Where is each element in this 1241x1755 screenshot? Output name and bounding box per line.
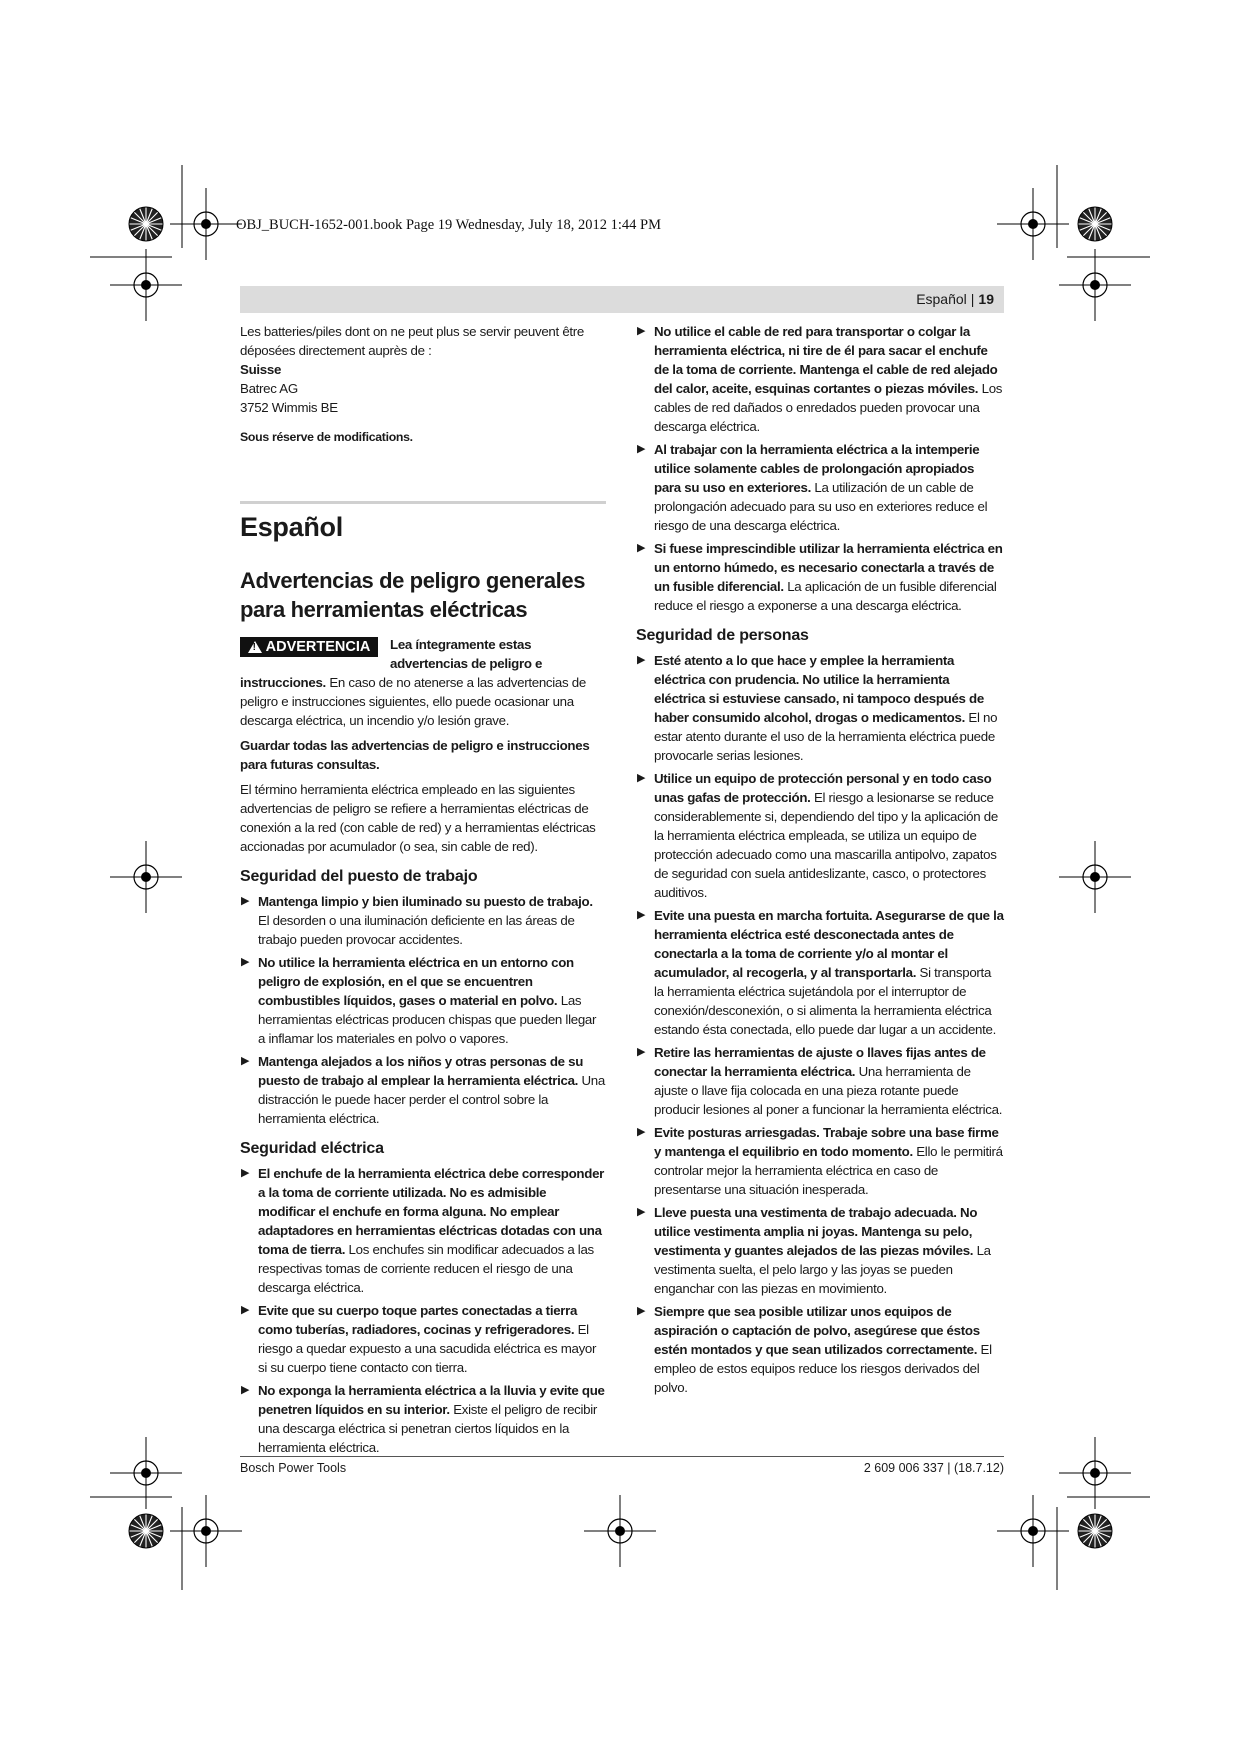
bullet-arrow-icon: ▶ [637,1046,646,1058]
header-separator: | [970,291,975,307]
list-item [636,1043,1004,1119]
list-item [240,1301,606,1377]
item-text: El riesgo a lesionarse se reduce considerablemente si, dependiendo del tipo y la aplicación de la herramienta eléctrica empleada, se utiliza un equipo de protección adecuado como una mascarilla antipolvo, zapatos de seguridad con suela antideslizante, casco, o protectores auditivos. [654,790,998,900]
item-bold: Utilice un equipo de protección personal y en todo caso unas gafas de protección. [654,771,992,805]
footer-rule [240,1456,1004,1457]
item-bold: Mantenga limpio y bien iluminado su puesto de trabajo. [258,894,593,909]
item-bold: Evite que su cuerpo toque partes conectadas a tierra como tuberías, radiadores, cocinas y refrigeradores. [258,1303,578,1337]
footer-brand: Bosch Power Tools [240,1461,347,1475]
section-work-safety-title: Seguridad del puesto de trabajo [240,868,478,885]
item-bold: Retire las herramientas de ajuste o llaves fijas antes de conectar la herramienta eléctrica. [654,1045,986,1079]
warning-paragraph [240,635,606,730]
recycling-company: Batrec AG [240,381,298,396]
warning-triangle-icon: ! [248,641,262,653]
bullet-arrow-icon: ▶ [637,654,646,666]
bullet-arrow-icon: ▶ [637,542,646,554]
bullet-arrow-icon: ▶ [241,1384,250,1396]
item-bold: No exponga la herramienta eléctrica a la lluvia y evite que penetren líquidos en su interior. [258,1383,605,1417]
item-text: Los cables de red dañados o enredados pueden provocar una descarga eléctrica. [654,381,1003,434]
bullet-arrow-icon: ▶ [241,1304,250,1316]
item-bold: Mantenga alejados a los niños y otras personas de su puesto de trabajo al emplear la herramienta eléctrica. [258,1054,584,1088]
item-bold: El enchufe de la herramienta eléctrica debe corresponder a la toma de corriente utilizada. No es admisible modificar el enchufe en forma alguna. No emplear adaptadores en herramientas eléctricas dotadas con una toma de tierra. [258,1166,605,1257]
item-text: Una distracción le puede hacer perder el control sobre la herramienta eléctrica. [258,1073,605,1126]
list-item [240,892,606,949]
list-item [636,906,1004,1039]
list-item [636,322,1004,436]
item-text: Las herramientas eléctricas producen chispas que pueden llegar a inflamar los materiales en polvo o vapores. [258,993,597,1046]
item-text: Si transporta la herramienta eléctrica sujetándola por el interruptor de conexión/desconexión, o si alimenta la herramienta eléctrica estando ésta conectada, ello puede dar lugar a un accidente. [654,965,997,1037]
header-section: Español [916,291,967,307]
list-item [240,1164,606,1297]
footer-doc-number: 2 609 006 337 | (18.7.12) [863,1461,1004,1475]
bullet-arrow-icon: ▶ [637,909,646,921]
reserve-note: Sous réserve de modifications. [240,430,413,444]
item-text: La utilización de un cable de prolongación adecuado para su uso en exteriores reduce el riesgo de una descarga eléctrica. [654,480,988,533]
main-title [240,566,606,624]
bullet-arrow-icon: ▶ [637,1206,646,1218]
main-title-line-1: Advertencias de peligro generales [240,568,586,593]
bullet-arrow-icon: ▶ [637,1305,646,1317]
item-bold: Al trabajar con la herramienta eléctrica a la intemperie utilice solamente cables de prolongación apropiados para su uso en exteriores. [654,442,980,495]
item-bold: Esté atento a lo que hace y emplee la herramienta eléctrica con prudencia. No utilice la herramienta eléctrica si estuviese cansado, ni tampoco después de haber consumido alcohol, drogas o medicamentos. [654,653,984,725]
bullet-arrow-icon: ▶ [241,1167,250,1179]
item-text: La vestimenta suelta, el pelo largo y las joyas se pueden enganchar con las piezas en movimiento. [654,1243,991,1296]
language-title: Español [240,512,343,542]
item-text: Existe el peligro de recibir una descarga eléctrica si penetran ciertos líquidos en la herramienta eléctrica. [258,1402,598,1455]
item-bold: Lleve puesta una vestimenta de trabajo adecuada. No utilice vestimenta amplia ni joyas. Mantenga su pelo, vestimenta y guantes alejados de las piezas móviles. [654,1205,978,1258]
bullet-arrow-icon: ▶ [241,1055,250,1067]
list-item [636,539,1004,615]
left-column [240,322,606,1461]
list-item [636,769,1004,902]
page-header-text [916,291,994,307]
item-bold: Evite posturas arriesgadas. Trabaje sobre una base firme y mantenga el equilibrio en todo momento. [654,1125,999,1159]
warning-bold-text: Lea íntegramente estas advertencias de peligro e instrucciones. [240,637,543,690]
item-text: Los enchufes sin modificar adecuados a las respectivas tomas de corriente reducen el riesgo de una descarga eléctrica. [258,1242,594,1295]
bullet-arrow-icon: ▶ [241,956,250,968]
list-item [636,1203,1004,1298]
item-text: El desorden o una iluminación deficiente en las áreas de trabajo pueden provocar accidentes. [258,913,575,947]
section-personal-safety-title: Seguridad de personas [636,627,809,644]
recycling-intro: Les batteries/piles dont on ne peut plus se servir peuvent être déposées directement auprès de : [240,324,585,358]
section-divider [240,501,606,504]
warning-text: En caso de no atenerse a las advertencias de peligro e instrucciones siguientes, ello puede ocasionar una descarga eléctrica, un incendio y/o lesión grave. [240,675,586,728]
list-item [636,1123,1004,1199]
keep-instructions: Guardar todas las advertencias de peligro e instrucciones para futuras consultas. [240,738,590,772]
list-item [240,1052,606,1128]
term-definition: El término herramienta eléctrica empleado en las siguientes advertencias de peligro se refiere a herramientas eléctricas de conexión a la red (con cable de red) y a herramientas eléctricas accionadas por acumulador (o sea, sin cable de red). [240,782,596,854]
list-item [636,1302,1004,1397]
item-text: La aplicación de un fusible diferencial reduce el riesgo a exponerse a una descarga eléctrica. [654,579,997,613]
book-file-line: OBJ_BUCH-1652-001.book Page 19 Wednesday, July 18, 2012 1:44 PM [236,217,661,233]
item-text: Una herramienta de ajuste o llave fija colocada en una pieza rotante puede producir lesiones al poner a funcionar la herramienta eléctrica. [654,1064,1003,1117]
warning-badge-label: ADVERTENCIA [265,639,371,655]
main-title-line-2: para herramientas eléctricas [240,597,528,622]
recycling-address: 3752 Wimmis BE [240,400,338,415]
item-text: Ello le permitirá controlar mejor la herramienta eléctrica en caso de presentarse una situación inesperada. [654,1144,1003,1197]
item-bold: No utilice la herramienta eléctrica en un entorno con peligro de explosión, en el que se encuentren combustibles líquidos, gases o material en polvo. [258,955,574,1008]
page-header-bar [240,286,1004,313]
item-text: El empleo de estos equipos reduce los riesgos derivados del polvo. [654,1342,992,1395]
bullet-arrow-icon: ▶ [637,325,646,337]
warning-badge [240,637,378,657]
item-text: El no estar atento durante el uso de la herramienta eléctrica puede provocarle serias lesiones. [654,710,998,763]
bullet-arrow-icon: ▶ [637,1126,646,1138]
bullet-arrow-icon: ▶ [637,772,646,784]
right-column [636,322,1004,1401]
bullet-arrow-icon: ▶ [241,895,250,907]
bullet-arrow-icon: ▶ [637,443,646,455]
item-bold: No utilice el cable de red para transportar o colgar la herramienta eléctrica, ni tire de él para sacar el enchufe de la toma de corriente. Mantenga el cable de red alejado del calor, aceite, esquinas cortantes o piezas móviles. [654,324,998,396]
section-electric-safety-title: Seguridad eléctrica [240,1140,384,1157]
item-bold: Siempre que sea posible utilizar unos equipos de aspiración o captación de polvo, asegúrese que éstos estén montados y que sean utilizados correctamente. [654,1304,980,1357]
list-item [636,651,1004,765]
item-text: El riesgo a quedar expuesto a una sacudida eléctrica es mayor si su cuerpo tiene contacto con tierra. [258,1322,597,1375]
list-item [240,1381,606,1457]
list-item [636,440,1004,535]
recycling-country: Suisse [240,362,282,377]
header-page-number: 19 [978,291,994,307]
item-bold: Evite una puesta en marcha fortuita. Asegurarse de que la herramienta eléctrica esté desconectada antes de conectarla a la toma de corriente y/o al montar el acumulador, al recogerla, y al transportarla. [654,908,1004,980]
item-bold: Si fuese imprescindible utilizar la herramienta eléctrica en un entorno húmedo, es necesario conectarla a través de un fusible diferencial. [654,541,1003,594]
list-item [240,953,606,1048]
